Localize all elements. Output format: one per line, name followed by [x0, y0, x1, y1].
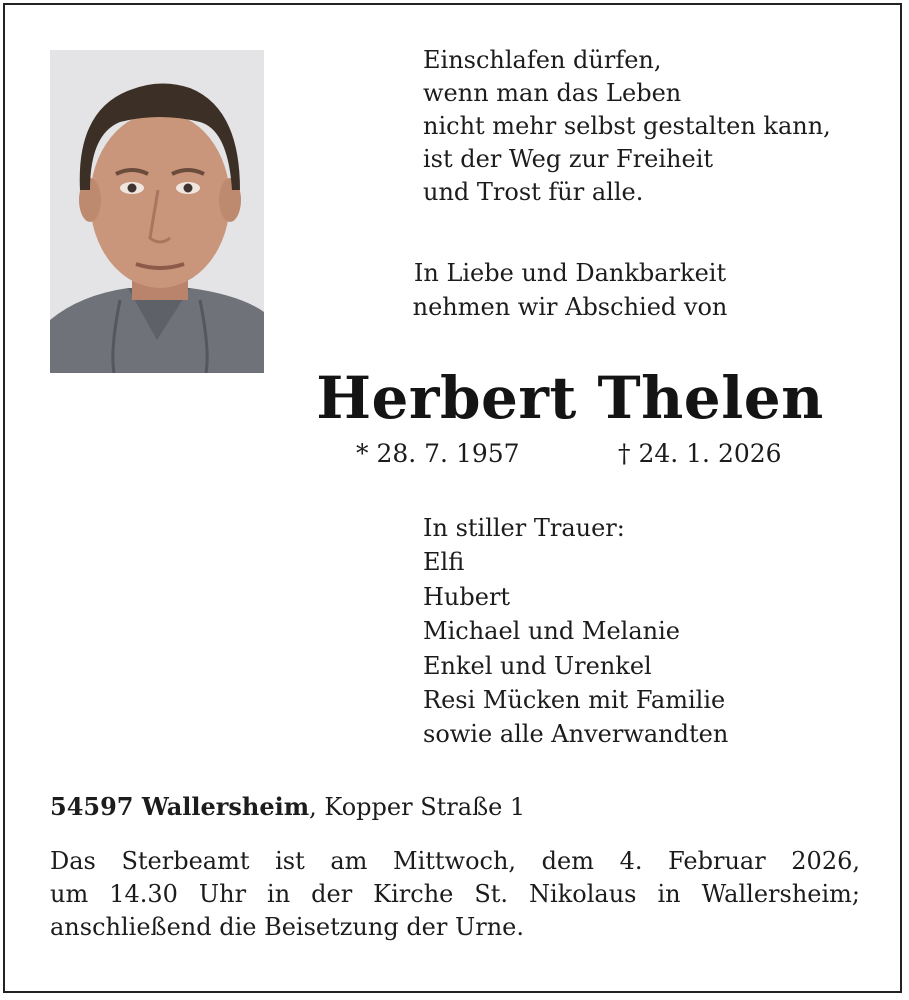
service-line: Das Sterbeamt ist am Mittwoch, dem 4. Februar 2026, — [50, 847, 860, 875]
mourner-name: Enkel und Urenkel — [423, 651, 652, 680]
intro-line: In Liebe und Dankbarkeit — [413, 259, 727, 287]
mourner-name: sowie alle Anverwandten — [423, 720, 729, 749]
service-info — [50, 845, 860, 944]
service-line: um 14.30 Uhr in der Kirche St. Nikolaus in Wallersheim; — [50, 880, 860, 908]
birth-date: * 28. 7. 1957 — [356, 439, 520, 468]
poem-line: wenn man das Leben — [423, 79, 682, 107]
portrait-image — [50, 50, 264, 373]
intro-line: nehmen wir Abschied von — [412, 293, 728, 321]
poem-line: ist der Weg zur Freiheit — [423, 145, 714, 173]
mourners-list — [423, 511, 728, 752]
mourner-name: Elfi — [423, 548, 465, 577]
service-line: anschließend die Beisetzung der Urne. — [50, 913, 524, 941]
mourner-name: Hubert — [423, 582, 511, 611]
address-city: 54597 Wallersheim — [50, 792, 310, 821]
poem-line: nicht mehr selbst gestalten kann, — [423, 112, 831, 140]
death-date: † 24. 1. 2026 — [618, 439, 782, 468]
deceased-name: Herbert Thelen — [316, 364, 824, 432]
farewell-intro — [290, 256, 850, 324]
poem-line: Einschlafen dürfen, — [423, 46, 662, 74]
poem — [423, 44, 831, 209]
address-street: , Kopper Straße 1 — [309, 793, 526, 821]
address — [50, 790, 525, 824]
mourner-name: Michael und Melanie — [423, 617, 680, 646]
mourner-name: Resi Mücken mit Familie — [423, 685, 726, 714]
portrait-photo — [50, 50, 264, 373]
poem-line: und Trost für alle. — [423, 178, 644, 206]
mourners-heading: In stiller Trauer: — [423, 514, 625, 542]
